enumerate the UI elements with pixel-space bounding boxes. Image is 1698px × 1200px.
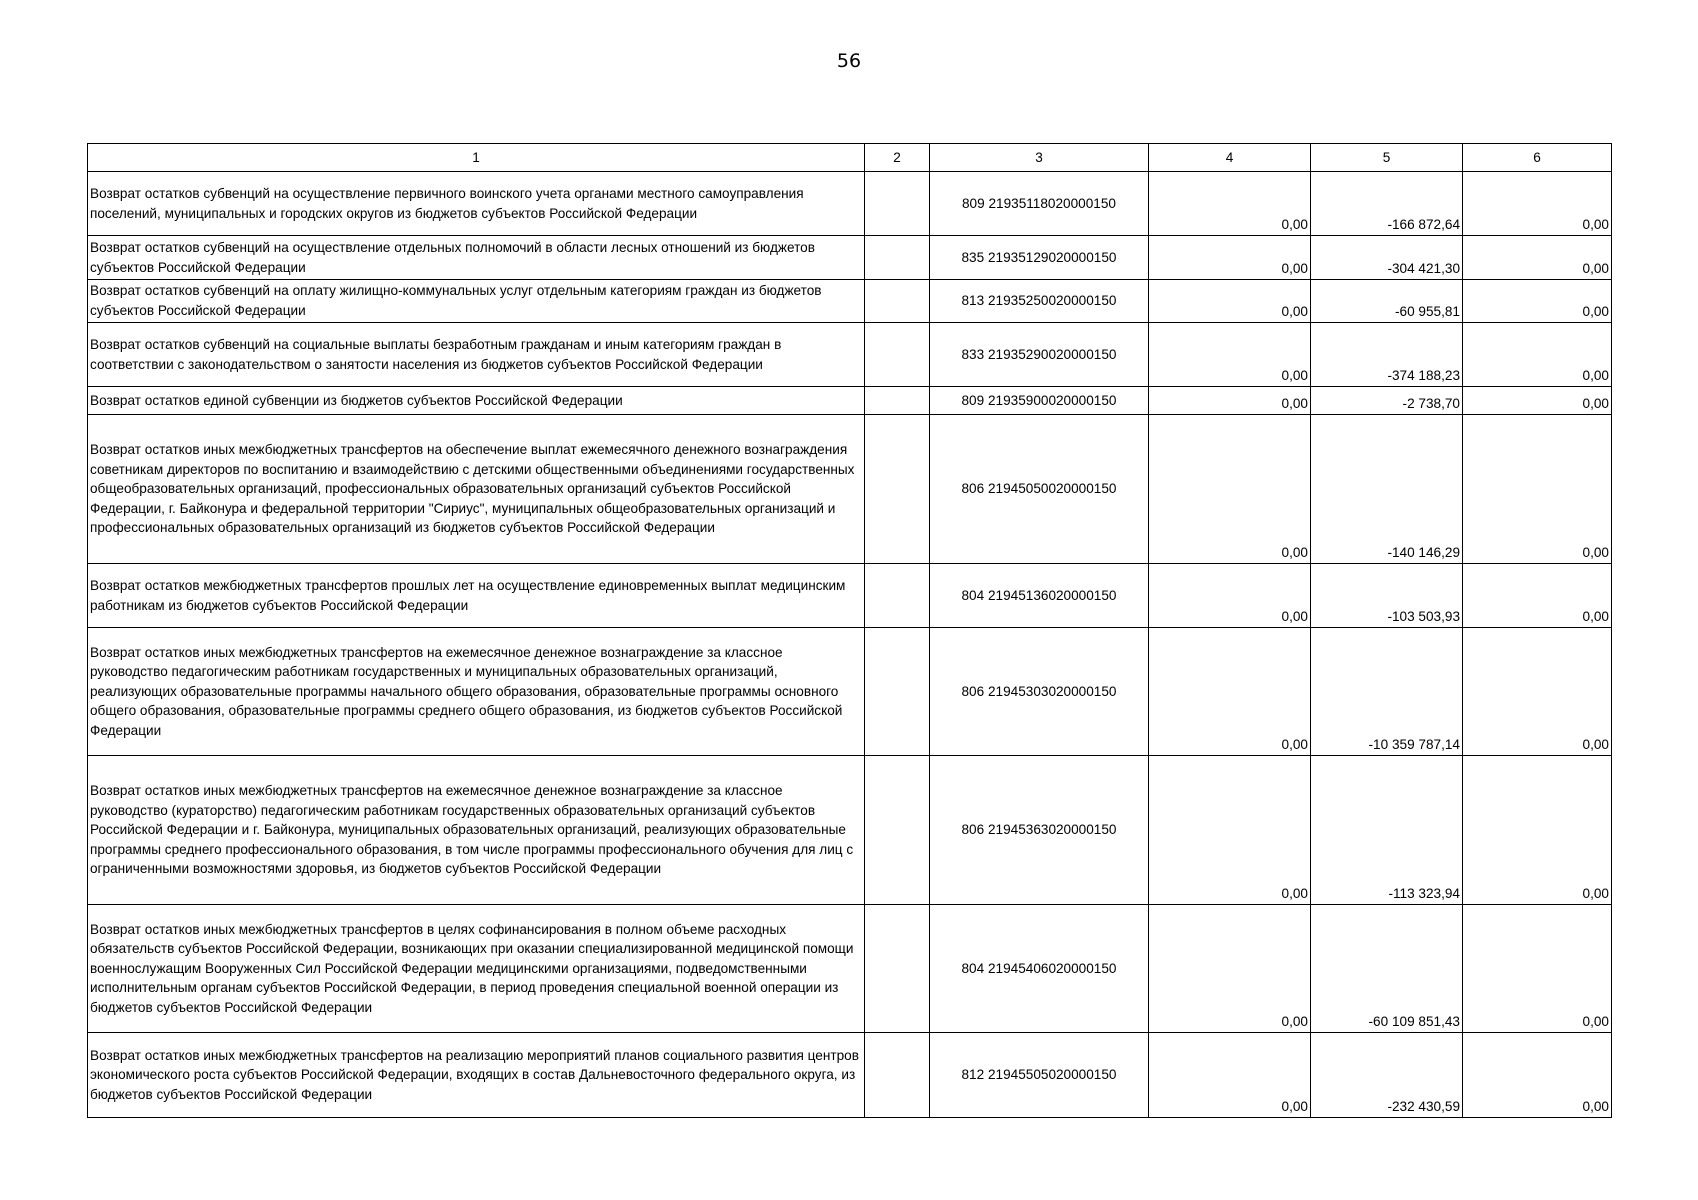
table-row [88, 905, 1612, 1033]
row-description: Возврат остатков субвенций на социальные выплаты безработным гражданам и иным категориям граждан в соответствии с законодательством о занятости населения из бюджетов субъектов Российской Федерации [88, 323, 865, 387]
row-description: Возврат остатков иных межбюджетных трансфертов на обеспечение выплат ежемесячного денежного вознаграждения советникам директоров по воспитанию и взаимодействию с детскими общественными объединениями государственных общеобразовательных организаций, профессиональных образовательных организаций субъектов Российской Федерации, г. Байконура и федеральной территории "Сириус", муниципальных общеобразовательных организаций и профессиональных образовательных организаций из бюджетов субъектов Российской Федерации [88, 415, 865, 564]
row-description: Возврат остатков иных межбюджетных трансфертов на ежемесячное денежное вознаграждение за классное руководство педагогическим работникам государственных и муниципальных образовательных организаций, реализующих образовательные программы начального общего образования, образовательные программы основного общего образования, образовательные программы среднего общего образования, из бюджетов субъектов Российской Федерации [88, 628, 865, 756]
row-col6: 0,00 [1463, 415, 1612, 564]
row-col6: 0,00 [1463, 323, 1612, 387]
table-row [88, 280, 1612, 323]
table-row [88, 236, 1612, 280]
row-description: Возврат остатков единой субвенции из бюджетов субъектов Российской Федерации [88, 387, 865, 415]
row-col5: -304 421,30 [1311, 236, 1463, 280]
row-code: 835 21935129020000150 [930, 236, 1149, 280]
row-description: Возврат остатков иных межбюджетных трансфертов в целях софинансирования в полном объеме расходных обязательств субъектов Российской Федерации, возникающих при оказании специализированной медицинской помощи военнослужащим Вооруженных Сил Российской Федерации медицинскими организациями, подведомственными исполнительным органам субъектов Российской Федерации, в период проведения специальной военной операции из бюджетов субъектов Российской Федерации [88, 905, 865, 1033]
row-col6: 0,00 [1463, 564, 1612, 628]
row-col4: 0,00 [1149, 564, 1311, 628]
table-row [88, 172, 1612, 236]
row-col6: 0,00 [1463, 1033, 1612, 1118]
row-col4: 0,00 [1149, 628, 1311, 756]
table-row [88, 415, 1612, 564]
row-description: Возврат остатков межбюджетных трансфертов прошлых лет на осуществление единовременных выплат медицинским работникам из бюджетов субъектов Российской Федерации [88, 564, 865, 628]
row-col4: 0,00 [1149, 415, 1311, 564]
row-col5: -60 109 851,43 [1311, 905, 1463, 1033]
row-description: Возврат остатков иных межбюджетных трансфертов на реализацию мероприятий планов социального развития центров экономического роста субъектов Российской Федерации, входящих в состав Дальневосточного федерального округа, из бюджетов субъектов Российской Федерации [88, 1033, 865, 1118]
row-col2 [865, 756, 930, 905]
row-col2 [865, 172, 930, 236]
page-number: 56 [836, 50, 862, 72]
row-col4: 0,00 [1149, 756, 1311, 905]
table-header-row [88, 144, 1612, 172]
column-header-3: 3 [930, 144, 1149, 172]
column-header-2: 2 [865, 144, 930, 172]
row-col6: 0,00 [1463, 236, 1612, 280]
table-row [88, 628, 1612, 756]
row-col5: -103 503,93 [1311, 564, 1463, 628]
row-code: 804 21945406020000150 [930, 905, 1149, 1033]
row-col4: 0,00 [1149, 323, 1311, 387]
budget-table [87, 143, 1612, 1118]
row-col2 [865, 415, 930, 564]
row-col6: 0,00 [1463, 905, 1612, 1033]
row-col6: 0,00 [1463, 628, 1612, 756]
row-col5: -60 955,81 [1311, 280, 1463, 323]
row-col4: 0,00 [1149, 172, 1311, 236]
row-col2 [865, 236, 930, 280]
row-col2 [865, 628, 930, 756]
column-header-1: 1 [88, 144, 865, 172]
table-row [88, 564, 1612, 628]
row-col2 [865, 323, 930, 387]
row-col5: -374 188,23 [1311, 323, 1463, 387]
row-col2 [865, 387, 930, 415]
row-code: 812 21945505020000150 [930, 1033, 1149, 1118]
row-code: 804 21945136020000150 [930, 564, 1149, 628]
row-col2 [865, 280, 930, 323]
table-row [88, 323, 1612, 387]
table-row [88, 387, 1612, 415]
row-col5: -2 738,70 [1311, 387, 1463, 415]
row-col2 [865, 1033, 930, 1118]
row-col6: 0,00 [1463, 280, 1612, 323]
row-col2 [865, 564, 930, 628]
row-code: 809 21935118020000150 [930, 172, 1149, 236]
row-col6: 0,00 [1463, 387, 1612, 415]
table-row [88, 1033, 1612, 1118]
column-header-5: 5 [1311, 144, 1463, 172]
row-col4: 0,00 [1149, 236, 1311, 280]
column-header-4: 4 [1149, 144, 1311, 172]
row-code: 813 21935250020000150 [930, 280, 1149, 323]
row-col6: 0,00 [1463, 172, 1612, 236]
row-col4: 0,00 [1149, 280, 1311, 323]
row-code: 809 21935900020000150 [930, 387, 1149, 415]
row-col5: -140 146,29 [1311, 415, 1463, 564]
row-col4: 0,00 [1149, 387, 1311, 415]
row-col5: -10 359 787,14 [1311, 628, 1463, 756]
row-col5: -113 323,94 [1311, 756, 1463, 905]
row-description: Возврат остатков субвенций на оплату жилищно-коммунальных услуг отдельным категориям граждан из бюджетов субъектов Российской Федерации [88, 280, 865, 323]
row-description: Возврат остатков иных межбюджетных трансфертов на ежемесячное денежное вознаграждение за классное руководство (кураторство) педагогическим работникам государственных образовательных организаций субъектов Российской Федерации и г. Байконура, муниципальных образовательных организаций, реализующих образовательные программы среднего профессионального образования, в том числе программы профессионального обучения для лиц с ограниченными возможностями здоровья, из бюджетов субъектов Российской Федерации [88, 756, 865, 905]
row-col4: 0,00 [1149, 1033, 1311, 1118]
row-description: Возврат остатков субвенций на осуществление отдельных полномочий в области лесных отношений из бюджетов субъектов Российской Федерации [88, 236, 865, 280]
row-col5: -232 430,59 [1311, 1033, 1463, 1118]
column-header-6: 6 [1463, 144, 1612, 172]
row-col2 [865, 905, 930, 1033]
row-col4: 0,00 [1149, 905, 1311, 1033]
table-row [88, 756, 1612, 905]
row-code: 806 21945363020000150 [930, 756, 1149, 905]
row-description: Возврат остатков субвенций на осуществление первичного воинского учета органами местного самоуправления поселений, муниципальных и городских округов из бюджетов субъектов Российской Федерации [88, 172, 865, 236]
row-col5: -166 872,64 [1311, 172, 1463, 236]
row-code: 806 21945050020000150 [930, 415, 1149, 564]
row-code: 833 21935290020000150 [930, 323, 1149, 387]
row-col6: 0,00 [1463, 756, 1612, 905]
row-code: 806 21945303020000150 [930, 628, 1149, 756]
